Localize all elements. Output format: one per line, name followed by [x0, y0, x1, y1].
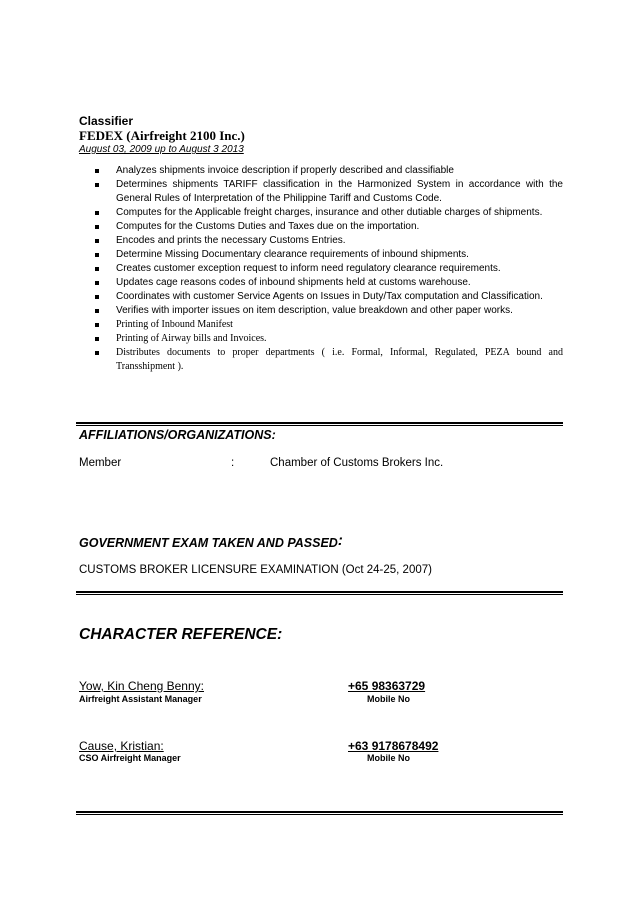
reference-position: Airfreight Assistant Manager: [79, 694, 202, 704]
square-bullet-icon: [95, 309, 99, 313]
duty-text: Determine Missing Documentary clearance requirements of inbound shipments.: [116, 249, 469, 260]
square-bullet-icon: [95, 211, 99, 215]
duty-item: [79, 318, 563, 332]
company-name: FEDEX (Airfreight 2100 Inc.): [79, 128, 245, 143]
reference-phone-label: Mobile No: [367, 753, 410, 763]
affiliation-organization: Chamber of Customs Brokers Inc.: [270, 457, 444, 469]
duty-item: [79, 346, 563, 374]
duty-text: Coordinates with customer Service Agents on Issues in Duty/Tax computation and Classification.: [116, 291, 543, 302]
square-bullet-icon: [95, 323, 99, 327]
job-title: Classifier: [79, 114, 134, 128]
square-bullet-icon: [95, 267, 99, 271]
duty-text: Distributes documents to proper departments ( i.e. Formal, Informal, Regulated, PEZA bound and Transshipment ).: [116, 347, 563, 372]
reference-name: Cause, Kristian:: [79, 739, 164, 753]
duty-item: [79, 164, 563, 178]
government-exam-heading-colon: :: [337, 532, 343, 549]
duty-item: [79, 248, 563, 262]
duty-text: Verifies with importer issues on item description, value breakdown and other paper works.: [116, 305, 513, 316]
duty-item: [79, 332, 563, 346]
reference-phone-label: Mobile No: [367, 694, 410, 704]
reference-position: CSO Airfreight Manager: [79, 753, 181, 763]
affiliation-separator: :: [231, 457, 235, 469]
square-bullet-icon: [95, 337, 99, 341]
square-bullet-icon: [95, 253, 99, 257]
square-bullet-icon: [95, 183, 99, 187]
square-bullet-icon: [95, 281, 99, 285]
duty-item: [79, 206, 563, 220]
duty-item: [79, 262, 563, 276]
duty-text: Creates customer exception request to inform need regulatory clearance requirements.: [116, 263, 501, 274]
reference-phone: +63 9178678492: [348, 739, 439, 753]
character-reference-heading: CHARACTER REFERENCE:: [79, 626, 283, 643]
duty-item: [79, 220, 563, 234]
government-exam-heading-text: GOVERNMENT EXAM TAKEN AND PASSED: [79, 536, 338, 550]
section-divider: [76, 591, 563, 595]
square-bullet-icon: [95, 239, 99, 243]
section-divider: [76, 811, 563, 815]
affiliation-role: Member: [79, 457, 122, 469]
duty-text: Computes for the Customs Duties and Taxes due on the importation.: [116, 221, 420, 232]
duty-text: Computes for the Applicable freight charges, insurance and other dutiable charges of shipments.: [116, 207, 543, 218]
square-bullet-icon: [95, 295, 99, 299]
government-exam-name: CUSTOMS BROKER LICENSURE EXAMINATION (Oct 24-25, 2007): [79, 564, 432, 576]
reference-phone: +65 98363729: [348, 679, 426, 693]
square-bullet-icon: [95, 169, 99, 173]
section-divider: [76, 422, 563, 426]
duty-text: Printing of Inbound Manifest: [116, 319, 233, 330]
duty-item: [79, 290, 563, 304]
government-exam-heading: [79, 534, 343, 551]
duty-item: [79, 276, 563, 290]
duties-list: [79, 164, 563, 374]
square-bullet-icon: [95, 351, 99, 355]
duty-item: [79, 234, 563, 248]
square-bullet-icon: [95, 225, 99, 229]
affiliations-heading: AFFILIATIONS/ORGANIZATIONS:: [79, 428, 276, 442]
duty-text: Printing of Airway bills and Invoices.: [116, 333, 267, 344]
duty-item: [79, 178, 563, 206]
employment-dates: August 03, 2009 up to August 3 2013: [79, 144, 244, 155]
duty-text: Updates cage reasons codes of inbound shipments held at customs warehouse.: [116, 277, 471, 288]
reference-name: Yow, Kin Cheng Benny:: [79, 679, 204, 693]
duty-text: Encodes and prints the necessary Customs Entries.: [116, 235, 346, 246]
duty-text: Analyzes shipments invoice description if properly described and classifiable: [116, 165, 454, 176]
duty-item: [79, 304, 563, 318]
duty-text: Determines shipments TARIFF classification in the Harmonized System in accordance with the General Rules of Interpretation of the Philippine Tariff and Customs Code.: [116, 179, 563, 204]
